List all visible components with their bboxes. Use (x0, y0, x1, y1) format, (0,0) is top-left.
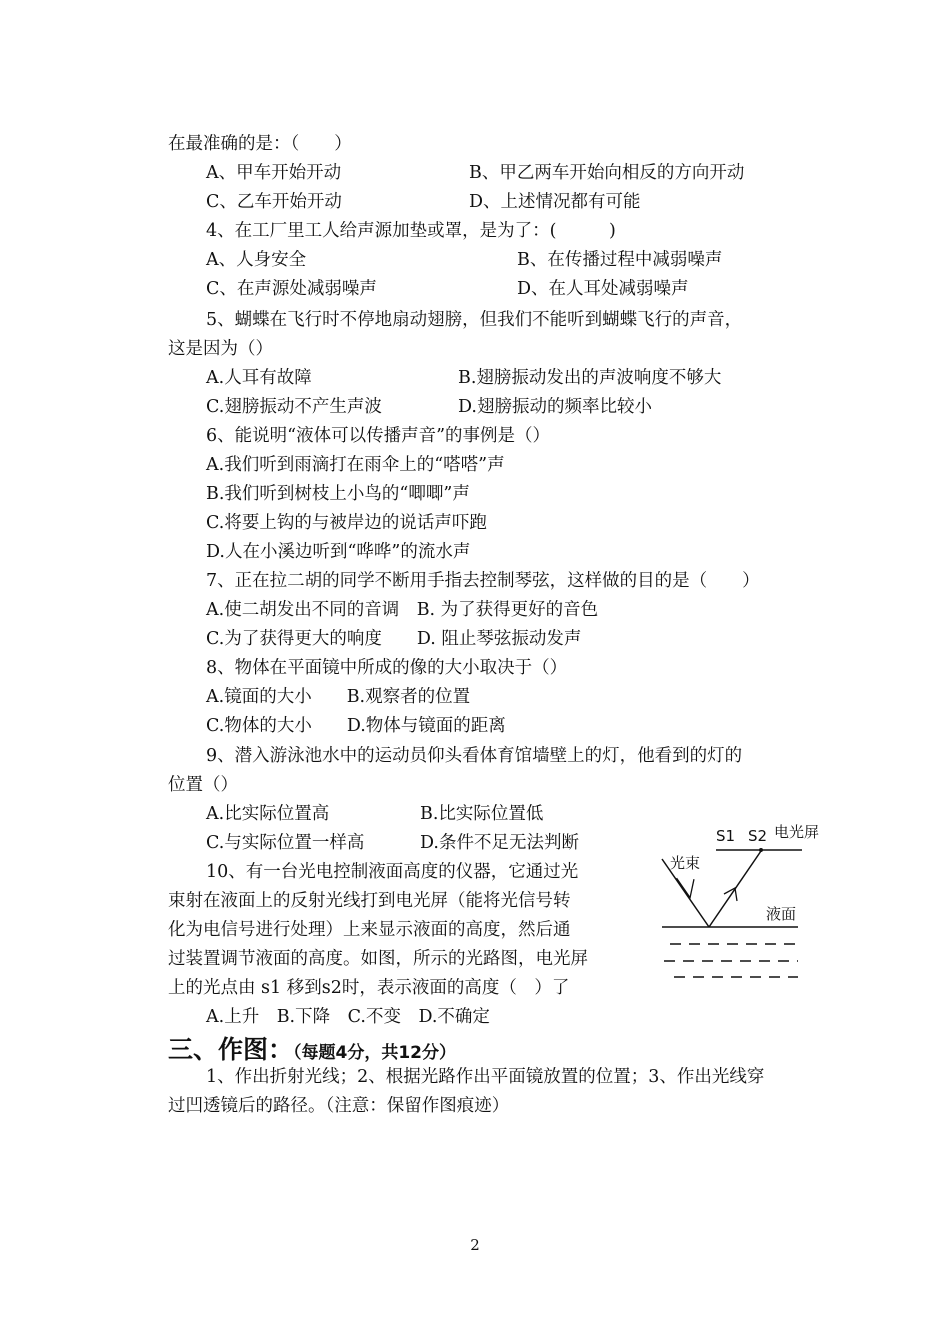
text-line: 在最准确的是：（ ） (168, 134, 352, 154)
q9-option-d: D.条件不足无法判断 (420, 833, 579, 853)
drawing-instructions-cont: 过凹透镜后的路径。（注意：保留作图痕迹） (168, 1096, 510, 1116)
q4-option-b: B、在传播过程中减弱噪声 (517, 250, 723, 270)
q8-options-ab: A.镜面的大小 B.观察者的位置 (206, 687, 471, 707)
q5-option-c: C.翅膀振动不产生声波 (206, 397, 382, 417)
q5-option-d: D.翅膀振动的频率比较小 (458, 397, 652, 417)
q3-option-d: D、上述情况都有可能 (469, 192, 641, 212)
q5-stem: 5、蝴蝶在飞行时不停地扇动翅膀，但我们不能听到蝴蝶飞行的声音， (206, 310, 743, 330)
q9-stem-cont: 位置（） (168, 775, 238, 795)
q7-options-ab: A.使二胡发出不同的音调 B. 为了获得更好的音色 (206, 600, 599, 620)
q10-stem-line5: 上的光点由 s1 移到s2时，表示液面的高度（ ）了 (168, 978, 570, 998)
q10-options: A.上升 B.下降 C.不变 D.不确定 (206, 1007, 490, 1027)
q6-option-a: A.我们听到雨滴打在雨伞上的“嗒嗒”声 (206, 455, 505, 475)
q9-option-b: B.比实际位置低 (420, 804, 544, 824)
section-note: （每题4分，共12分） (293, 1043, 457, 1063)
q5-stem-cont: 这是因为（） (168, 339, 273, 359)
q6-option-d: D.人在小溪边听到“哗哗”的流水声 (206, 542, 471, 562)
page-number: 2 (470, 1236, 480, 1254)
s1-label: S1 (716, 827, 736, 845)
q9-stem: 9、潜入游泳池水中的运动员仰头看体育馆墙壁上的灯，他看到的灯的 (206, 746, 743, 766)
q4-option-a: A、人身安全 (206, 250, 307, 270)
q9-option-a: A.比实际位置高 (206, 804, 330, 824)
q10-stem-line2: 束射在液面上的反射光线打到电光屏（能将光信号转 (168, 891, 571, 911)
q3-option-c: C、乙车开始开动 (206, 192, 342, 212)
q8-stem: 8、物体在平面镜中所成的像的大小取决于（） (206, 658, 568, 678)
q7-options-cd: C.为了获得更大的响度 D. 阻止琴弦振动发声 (206, 629, 582, 649)
drawing-instructions: 1、作出折射光线；2、根据光路作出平面镜放置的位置；3、作出光线穿 (206, 1067, 765, 1087)
q6-option-c: C.将要上钩的与被岸边的说话声吓跑 (206, 513, 487, 533)
q10-stem: 10、有一台光电控制液面高度的仪器，它通过光 (206, 862, 579, 882)
q10-stem-line3: 化为电信号进行处理）上来显示液面的高度，然后通 (168, 920, 571, 940)
s2-label: S2 (748, 827, 768, 845)
screen-label: 电光屏 (774, 823, 820, 841)
beam-label: 光束 (670, 854, 701, 872)
q6-stem: 6、能说明“液体可以传播声音”的事例是（） (206, 426, 551, 446)
q6-option-b: B.我们听到树枝上小鸟的“唧唧”声 (206, 484, 470, 504)
section-title: 三、作图： (168, 1035, 294, 1064)
q4-stem: 4、在工厂里工人给声源加垫或罩，是为了：( ) (206, 221, 616, 241)
q4-option-c: C、在声源处减弱噪声 (206, 279, 377, 299)
q5-option-b: B.翅膀振动发出的声波响度不够大 (458, 368, 722, 388)
q9-option-c: C.与实际位置一样高 (206, 833, 365, 853)
q4-option-d: D、在人耳处减弱噪声 (517, 279, 689, 299)
q10-stem-line4: 过装置调节液面的高度。如图，所示的光路图，电光屏 (168, 949, 588, 969)
liquid-label: 液面 (766, 905, 797, 923)
q5-option-a: A.人耳有故障 (206, 368, 312, 388)
q3-option-a: A、甲车开始开动 (206, 163, 342, 183)
section-heading (168, 1030, 456, 1066)
q7-stem: 7、正在拉二胡的同学不断用手指去控制琴弦，这样做的目的是（ ） (206, 571, 760, 591)
q8-options-cd: C.物体的大小 D.物体与镜面的距离 (206, 716, 506, 736)
q3-option-b: B、甲乙两车开始向相反的方向开动 (469, 163, 745, 183)
light-path-diagram (656, 822, 820, 984)
